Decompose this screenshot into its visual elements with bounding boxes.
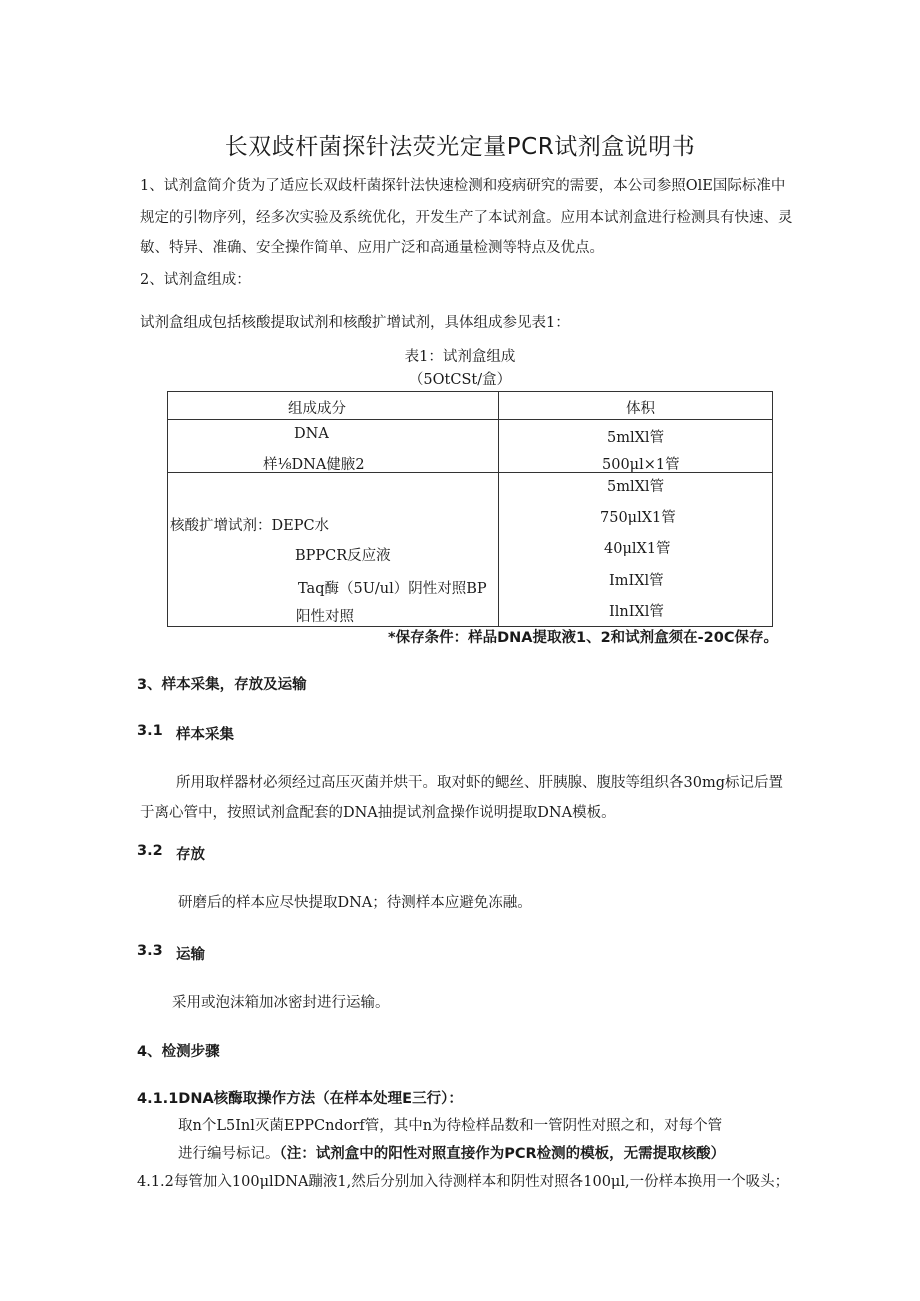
intro-line-2: 规定的引物序列，经多次实验及系统优化，开发生产了本试剂盒。应用本试剂盒进行检测具有快速、灵	[140, 210, 793, 226]
extraction-components-cell	[168, 420, 499, 473]
amplification-volume-3: 40μlX1管	[604, 541, 671, 557]
section-3-1-number: 3.1	[137, 723, 163, 739]
section-3-2-number: 3.2	[137, 843, 163, 859]
table-header-component	[168, 392, 499, 420]
table-subcaption: （5OtCSt/盒）	[408, 372, 512, 388]
table-header-volume	[499, 392, 773, 420]
amplification-components-cell	[168, 473, 499, 627]
extraction-item-2: 样⅛DNA健腋2	[263, 457, 365, 473]
amplification-volume-5: IlnIXl管	[609, 604, 664, 620]
header-component-label: 组成成分	[288, 401, 346, 417]
section-4-heading: 4、检测步骤	[137, 1044, 220, 1060]
section-3-1-line-1: 所用取样器材必须经过高压灭菌并烘干。取对虾的鳃丝、肝胰腺、腹肢等组织各30mg标记后置	[176, 775, 783, 791]
section-3-3-number: 3.3	[137, 943, 163, 959]
extraction-item-1: DNA	[294, 426, 329, 442]
amplification-volume-1: 5mlXl管	[607, 479, 665, 495]
section-4-1-1-line-2a: 进行编号标记。	[178, 1146, 280, 1162]
section-3-2-title: 存放	[176, 847, 205, 863]
table-caption: 表1：试剂盒组成	[404, 349, 516, 365]
intro-line-3: 敏、特异、准确、安全操作简单、应用广泛和高通量检测等特点及优点。	[140, 240, 604, 256]
table-header-row	[168, 392, 773, 420]
header-volume-label: 体积	[626, 401, 655, 417]
section-2-heading: 2、试剂盒组成：	[140, 272, 251, 288]
amplification-volumes-cell	[499, 473, 773, 627]
section-4-1-1-line-1: 取n个L5Inl灭菌EPPCndorf管，其中n为待检样品数和一管阴性对照之和，对每个管	[178, 1118, 723, 1134]
section-3-3-line: 采用或泡沫箱加冰密封进行运输。	[172, 995, 390, 1011]
extraction-volume-2: 500μl×1管	[602, 457, 680, 473]
storage-note: *保存条件：样品DNA提取液1、2和试剂盒须在-20C保存。	[388, 630, 778, 646]
amplification-item-2: BPPCR反应液	[295, 548, 391, 564]
kit-composition-table	[167, 391, 773, 627]
extraction-volume-1: 5mlXl管	[607, 430, 665, 446]
table-row-extraction	[168, 420, 773, 473]
amplification-volume-2: 750μlX1管	[600, 510, 676, 526]
section-3-heading: 3、样本采集，存放及运输	[137, 677, 307, 693]
section-3-1-title: 样本采集	[176, 727, 234, 743]
amplification-volume-4: ImIXl管	[609, 573, 664, 589]
section-4-1-2-line: 4.1.2每管加入100μlDNA蹦液1,然后分别加入待测样本和阴性对照各100μl,一份样本换用一个吸头；	[137, 1174, 790, 1190]
table-row-amplification	[168, 473, 773, 627]
amplification-item-4: 阳性对照	[296, 609, 354, 625]
section-4-1-1-note: （注：试剂盒中的阳性对照直接作为PCR检测的模板，无需提取核酸）	[279, 1146, 726, 1162]
document-title: 长双歧杆菌探针法荧光定量PCR试剂盒说明书	[224, 134, 696, 160]
intro-line-1: 1、试剂盒简介货为了适应长双歧杆菌探针法快速检测和疫病研究的需要，本公司参照OlE国际标准中	[140, 178, 786, 194]
section-3-1-line-2: 于离心管中，按照试剂盒配套的DNA抽提试剂盒操作说明提取DNA模板。	[140, 805, 616, 821]
amplification-item-1: 核酸扩增试剂：DEPC水	[170, 518, 330, 534]
section-2-body: 试剂盒组成包括核酸提取试剂和核酸扩增试剂，具体组成参见表1：	[140, 315, 570, 331]
extraction-volumes-cell	[499, 420, 773, 473]
section-3-3-title: 运输	[176, 947, 205, 963]
section-4-1-1-heading: 4.1.1DNA核酶取操作方法（在样本处理E三行）：	[137, 1091, 463, 1107]
section-3-2-line: 研磨后的样本应尽快提取DNA；待测样本应避免冻融。	[178, 895, 532, 911]
section-4-1-1-line-2	[178, 1142, 725, 1163]
amplification-item-3: Taq酶（5U/ul）阴性对照BP	[298, 581, 487, 597]
